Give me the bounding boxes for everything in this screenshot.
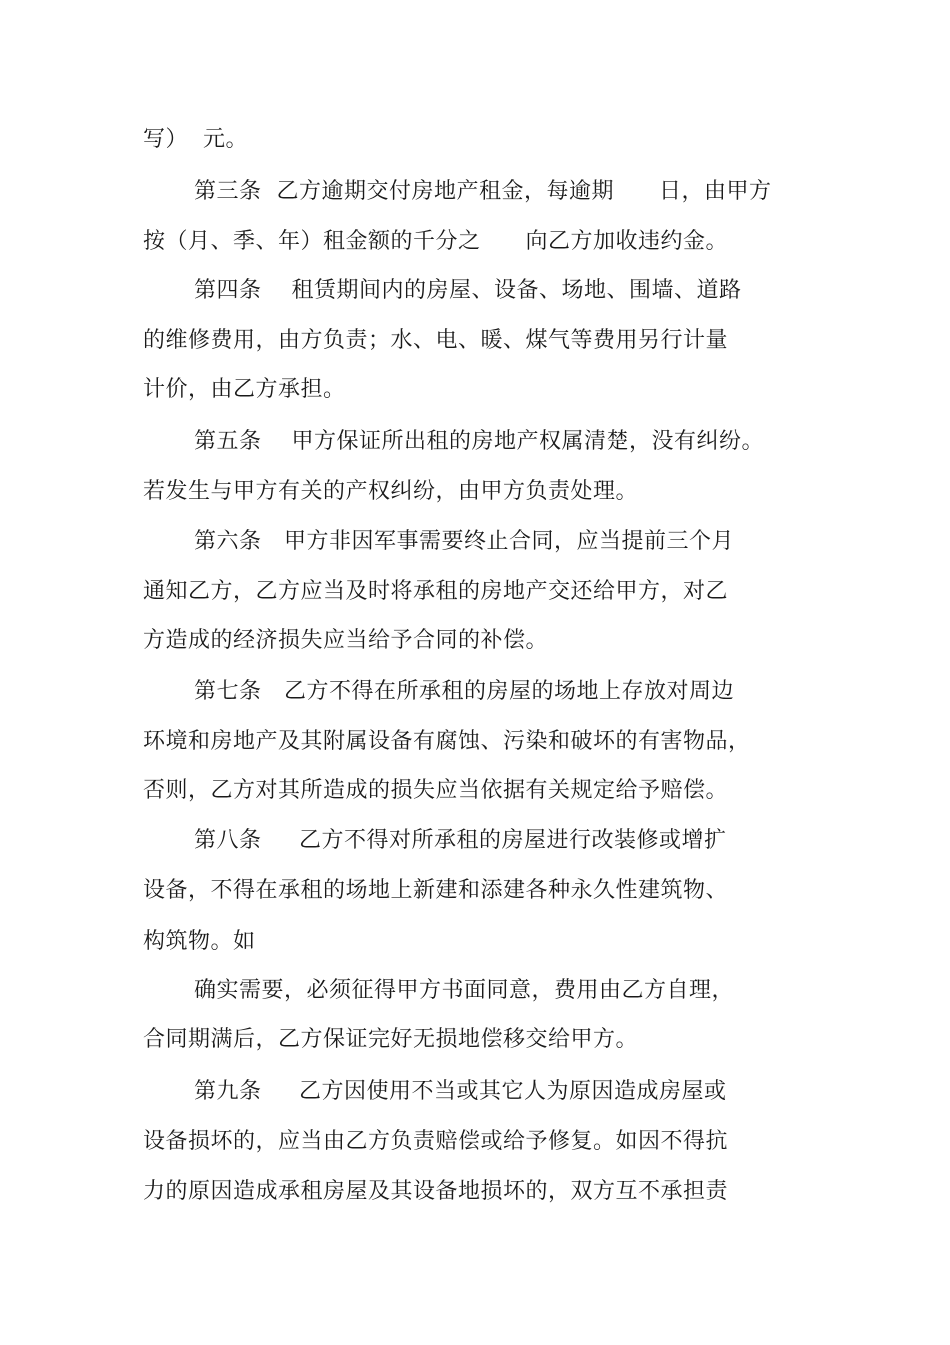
- text-line: 计价，由乙方承担。: [143, 377, 346, 402]
- clause-9-line: 第九条 乙方因使用不当或其它人为原因造成房屋或: [194, 1079, 727, 1104]
- text-line: 构筑物。如: [143, 929, 256, 954]
- text-line: 的维修费用，由方负责；水、电、暖、煤气等费用另行计量: [143, 328, 729, 353]
- text-line: 环境和房地产及其附属设备有腐蚀、污染和破坏的有害物品，: [143, 729, 751, 754]
- text-line: 否则，乙方对其所造成的损失应当依据有关规定给予赔偿。: [143, 778, 729, 803]
- text-line: 按（月、季、年）租金额的千分之 向乙方加收违约金。: [143, 229, 728, 254]
- text-line: 写） 元。: [143, 127, 248, 152]
- clause-8-line: 第八条 乙方不得对所承租的房屋进行改装修或增扩: [194, 828, 727, 853]
- clause-6-line: 第六条 甲方非因军事需要终止合同，应当提前三个月: [194, 529, 734, 554]
- text-line: 通知乙方，乙方应当及时将承租的房地产交还给甲方，对乙: [143, 579, 729, 604]
- clause-3-line: 第三条 乙方逾期交付房地产租金，每逾期 日，由甲方: [194, 179, 772, 204]
- text-line: 设备损坏的，应当由乙方负责赔偿或给予修复。如因不得抗: [143, 1129, 729, 1154]
- clause-5-line: 第五条 甲方保证所出租的房地产权属清楚，没有纠纷。: [194, 429, 764, 454]
- text-line: 确实需要，必须征得甲方书面同意，费用由乙方自理，: [194, 978, 735, 1003]
- text-line: 方造成的经济损失应当给予合同的补偿。: [143, 628, 549, 653]
- text-line: 设备，不得在承租的场地上新建和添建各种永久性建筑物、: [143, 878, 729, 903]
- clause-7-line: 第七条 乙方不得在所承租的房屋的场地上存放对周边: [194, 679, 734, 704]
- text-line: 力的原因造成承租房屋及其设备地损坏的，双方互不承担责: [143, 1179, 729, 1204]
- text-line: 若发生与甲方有关的产权纠纷，由甲方负责处理。: [143, 479, 639, 504]
- text-line: 合同期满后，乙方保证完好无损地偿移交给甲方。: [143, 1027, 639, 1052]
- clause-4-line: 第四条 租赁期间内的房屋、设备、场地、围墙、道路: [194, 278, 742, 303]
